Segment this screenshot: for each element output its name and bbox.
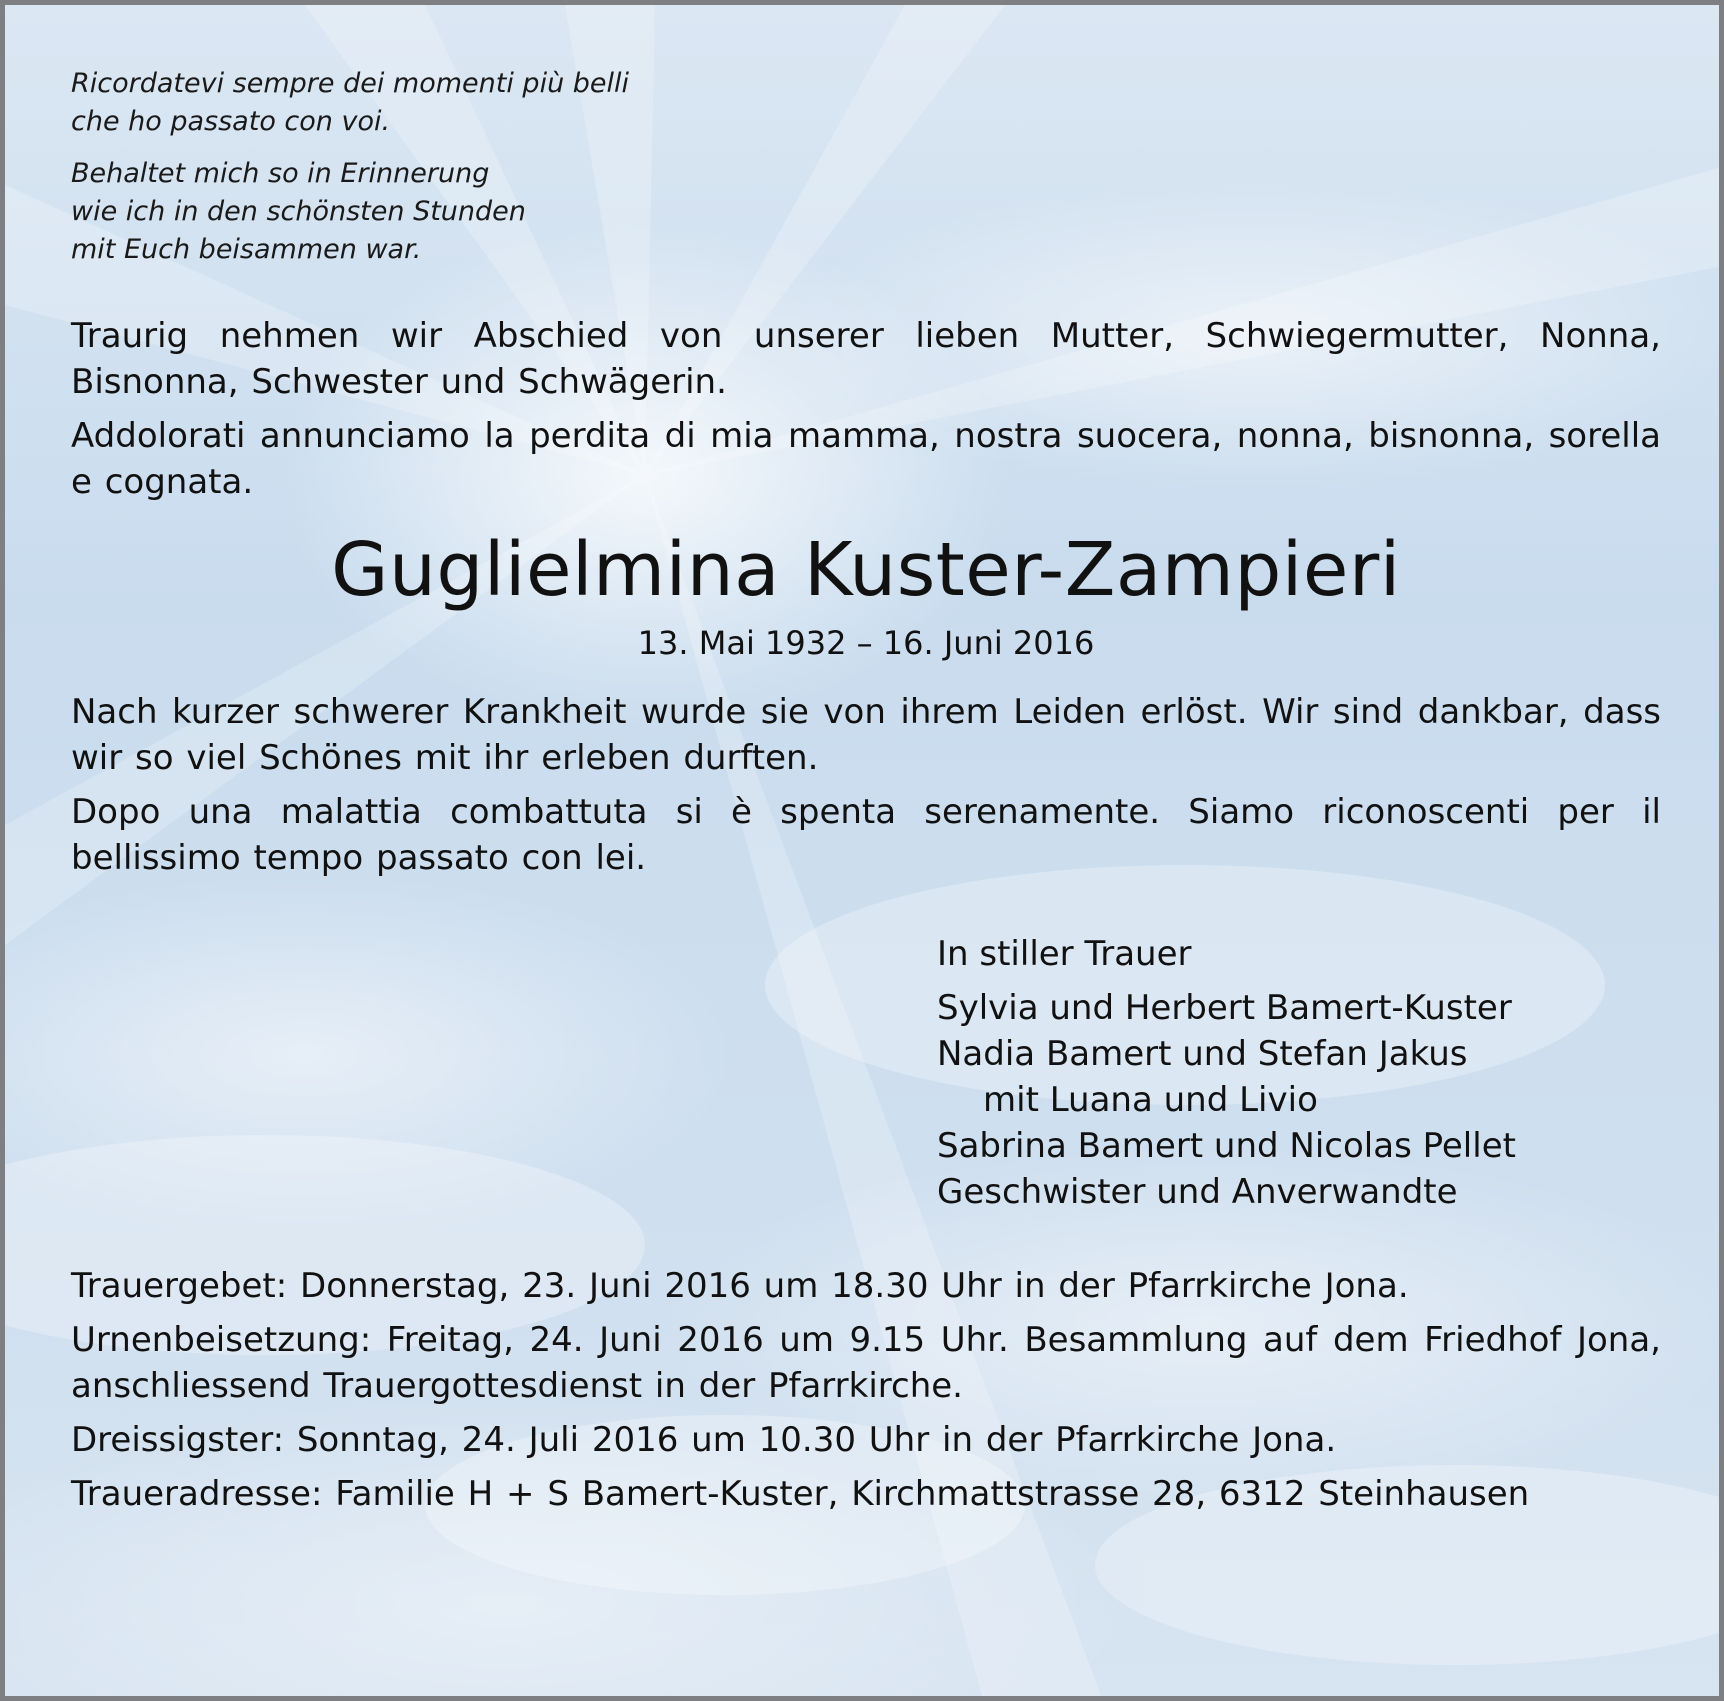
service-burial: Urnenbeisetzung: Freitag, 24. Juni 2016 um 9.15 Uhr. Besammlung auf dem Friedhof Jona, anschliessend Trauergottesdienst in der Pfarrkirche. (71, 1320, 1661, 1406)
mourner-line: Geschwister und Anverwandte (937, 1172, 1458, 1212)
message-italian: Dopo una malattia combattuta si è spenta serenamente. Siamo riconoscenti per il bellissimo tempo passato con lei. (71, 792, 1661, 878)
obituary-content (71, 65, 1661, 1525)
mourner-line: Nadia Bamert und Stefan Jakus (937, 1034, 1468, 1074)
mourner-line: Sabrina Bamert und Nicolas Pellet (937, 1126, 1516, 1166)
mourner-line: mit Luana und Livio (983, 1080, 1318, 1120)
mourners-list (937, 931, 1661, 1215)
deceased-dates: 13. Mai 1932 – 16. Juni 2016 (637, 624, 1095, 662)
service-thirtieth: Dreissigster: Sonntag, 24. Juli 2016 um 10.30 Uhr in der Pfarrkirche Jona. (71, 1420, 1337, 1460)
service-prayer: Trauergebet: Donnerstag, 23. Juni 2016 um 18.30 Uhr in der Pfarrkirche Jona. (71, 1266, 1409, 1306)
mourner-line: Sylvia und Herbert Bamert-Kuster (937, 988, 1512, 1028)
service-details (71, 1263, 1661, 1517)
mourning-address: Traueradresse: Familie H + S Bamert-Kuster, Kirchmattstrasse 28, 6312 Steinhausen (71, 1474, 1530, 1514)
quote-german: Behaltet mich so in Erinnerung wie ich in den schönsten Stunden mit Euch beisammen war. (71, 158, 526, 265)
quote-italian: Ricordatevi sempre dei momenti più belli che ho passato con voi. (71, 68, 630, 137)
announcement-german: Traurig nehmen wir Abschied von unserer lieben Mutter, Schwiegermutter, Nonna, Bisnonna, Schwester und Schwägerin. (71, 316, 1661, 402)
message-german: Nach kurzer schwerer Krankheit wurde sie von ihrem Leiden erlöst. Wir sind dankbar, dass wir so viel Schönes mit ihr erleben durften. (71, 692, 1661, 778)
announcement-italian: Addolorati annunciamo la perdita di mia mamma, nostra suocera, nonna, bisnonna, sorella e cognata. (71, 416, 1661, 502)
deceased-name: Guglielmina Kuster-Zampieri (331, 527, 1401, 613)
mourners-heading: In stiller Trauer (937, 934, 1192, 974)
